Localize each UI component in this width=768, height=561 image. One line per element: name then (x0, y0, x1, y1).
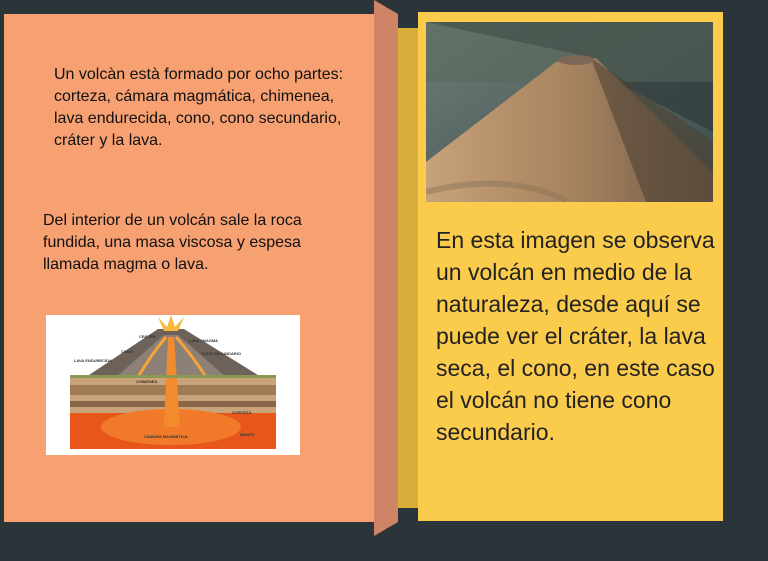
label-cono-secundario: CONO SECUNDARIO (201, 351, 242, 356)
left-page-spine (374, 14, 398, 522)
volcano-diagram (46, 315, 300, 455)
label-crater: CRÁTER (139, 334, 156, 339)
left-page-fold-bottom (374, 522, 398, 536)
volcano-photo-image (426, 22, 713, 202)
volcano-parts-text: Un volcàn està formado por ocho partes: corteza, cámara magmática, chimenea, lava endurecida, cono, cono secundario, cráter y la lava. (54, 66, 344, 149)
label-camara-magmatica: CÁMARA MAGMÁTICA (144, 434, 188, 439)
label-lava-magma: LAVA / MAGMA (189, 338, 219, 343)
label-manto: MANTO (240, 432, 255, 437)
label-cono: CONO (121, 349, 133, 354)
label-corteza: CORTEZA (232, 410, 252, 415)
left-page-fold-top (374, 0, 398, 14)
label-chimenea: CHIMENEA (136, 379, 158, 384)
volcano-photo (426, 22, 713, 202)
magma-text: Del interior de un volcán sale la roca fundida, una masa viscosa y espesa llamada magma o lava. (43, 212, 302, 273)
right-page-spine (398, 28, 420, 508)
label-lava-endurecida: LAVA ENDURECIDA (74, 358, 112, 363)
photo-description-text: En esta imagen se observa un volcán en medio de la naturaleza, desde aquí se puede ver el cráter, la lava seca, el cono, en este caso el volcán no tiene cono secundario. (436, 227, 715, 445)
